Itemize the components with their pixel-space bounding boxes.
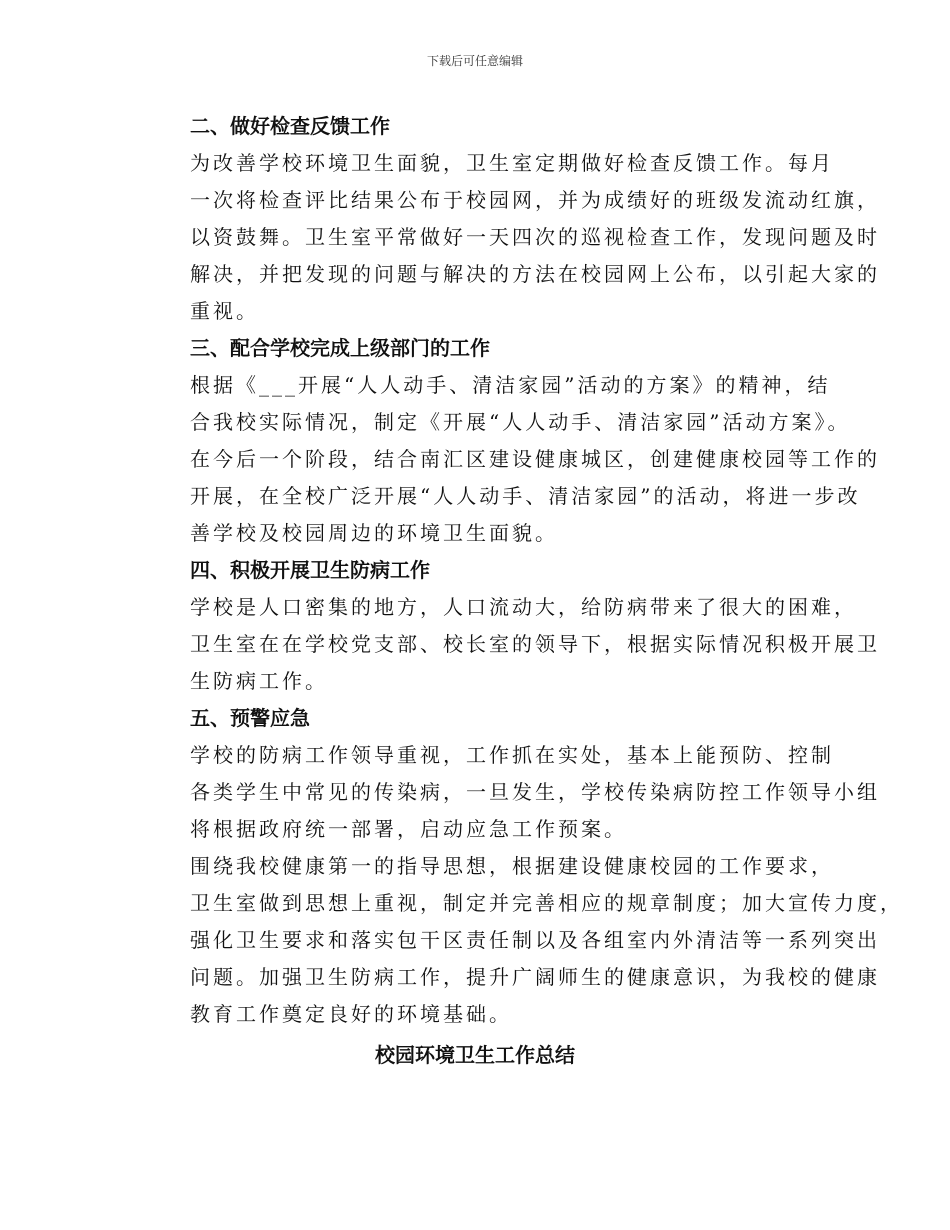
text-line: 学校的防病工作领导重视，工作抓在实处，基本上能预防、控制 <box>190 743 834 767</box>
text-line: 开展，在全校广泛开展“人人动手、清洁家园”的活动，将进一步改 <box>190 484 861 508</box>
text-line: 学校是人口密集的地方，人口流动大，给防病带来了很大的困难， <box>190 595 857 619</box>
section-2-paragraph <box>142 145 880 330</box>
section-heading-2: 二、做好检查反馈工作 <box>190 114 390 138</box>
section-heading-5: 五、预警应急 <box>190 706 310 730</box>
text-line: 卫生室做到思想上重视，制定并完善相应的规章制度；加大宣传力度， <box>190 891 903 915</box>
text-line: 教育工作奠定良好的环境基础。 <box>190 1002 512 1026</box>
text-line: 生防病工作。 <box>190 669 328 693</box>
text-line: 强化卫生要求和落实包干区责任制以及各组室内外清洁等一系列突出 <box>190 928 880 952</box>
text-line: 卫生室在在学校党支部、校长室的领导下，根据实际情况积极开展卫 <box>190 632 880 656</box>
text-line: 围绕我校健康第一的指导思想，根据建设健康校园的工作要求， <box>190 854 834 878</box>
section-5-paragraph-1 <box>142 737 880 848</box>
text-line: 在今后一个阶段，结合南汇区建设健康城区，创建健康校园等工作的 <box>190 447 880 471</box>
text-line: 解决，并把发现的问题与解决的方法在校园网上公布，以引起大家的 <box>190 262 880 286</box>
document-body <box>142 108 903 1075</box>
text-line: 以资鼓舞。卫生室平常做好一天四次的巡视检查工作，发现问题及时 <box>190 225 880 249</box>
text-line: 将根据政府统一部署，启动应急工作预案。 <box>190 817 627 841</box>
text-line: 根据《___开展“人人动手、清洁家园”活动的方案》的精神，结 <box>190 373 831 397</box>
document-title: 校园环境卫生工作总结 <box>375 1043 575 1067</box>
section-4-paragraph <box>142 589 880 700</box>
text-line: 各类学生中常见的传染病，一旦发生，学校传染病防控工作领导小组 <box>190 780 880 804</box>
text-line: 一次将检查评比结果公布于校园网，并为成绩好的班级发流动红旗， <box>190 188 880 212</box>
text-line: 为改善学校环境卫生面貌，卫生室定期做好检查反馈工作。每月 <box>190 151 834 175</box>
text-line: 问题。加强卫生防病工作，提升广阔师生的健康意识，为我校的健康 <box>190 965 880 989</box>
section-heading-4: 四、积极开展卫生防病工作 <box>190 558 430 582</box>
section-heading-3: 三、配合学校完成上级部门的工作 <box>190 336 490 360</box>
page-header-note: 下载后可任意编辑 <box>426 54 523 68</box>
section-5-paragraph-2 <box>142 848 903 1033</box>
text-line: 合我校实际情况，制定《开展“人人动手、清洁家园”活动方案》。 <box>190 410 851 434</box>
text-line: 善学校及校园周边的环境卫生面貌。 <box>190 521 558 545</box>
section-3-paragraph <box>142 367 880 552</box>
text-line: 重视。 <box>190 299 259 323</box>
